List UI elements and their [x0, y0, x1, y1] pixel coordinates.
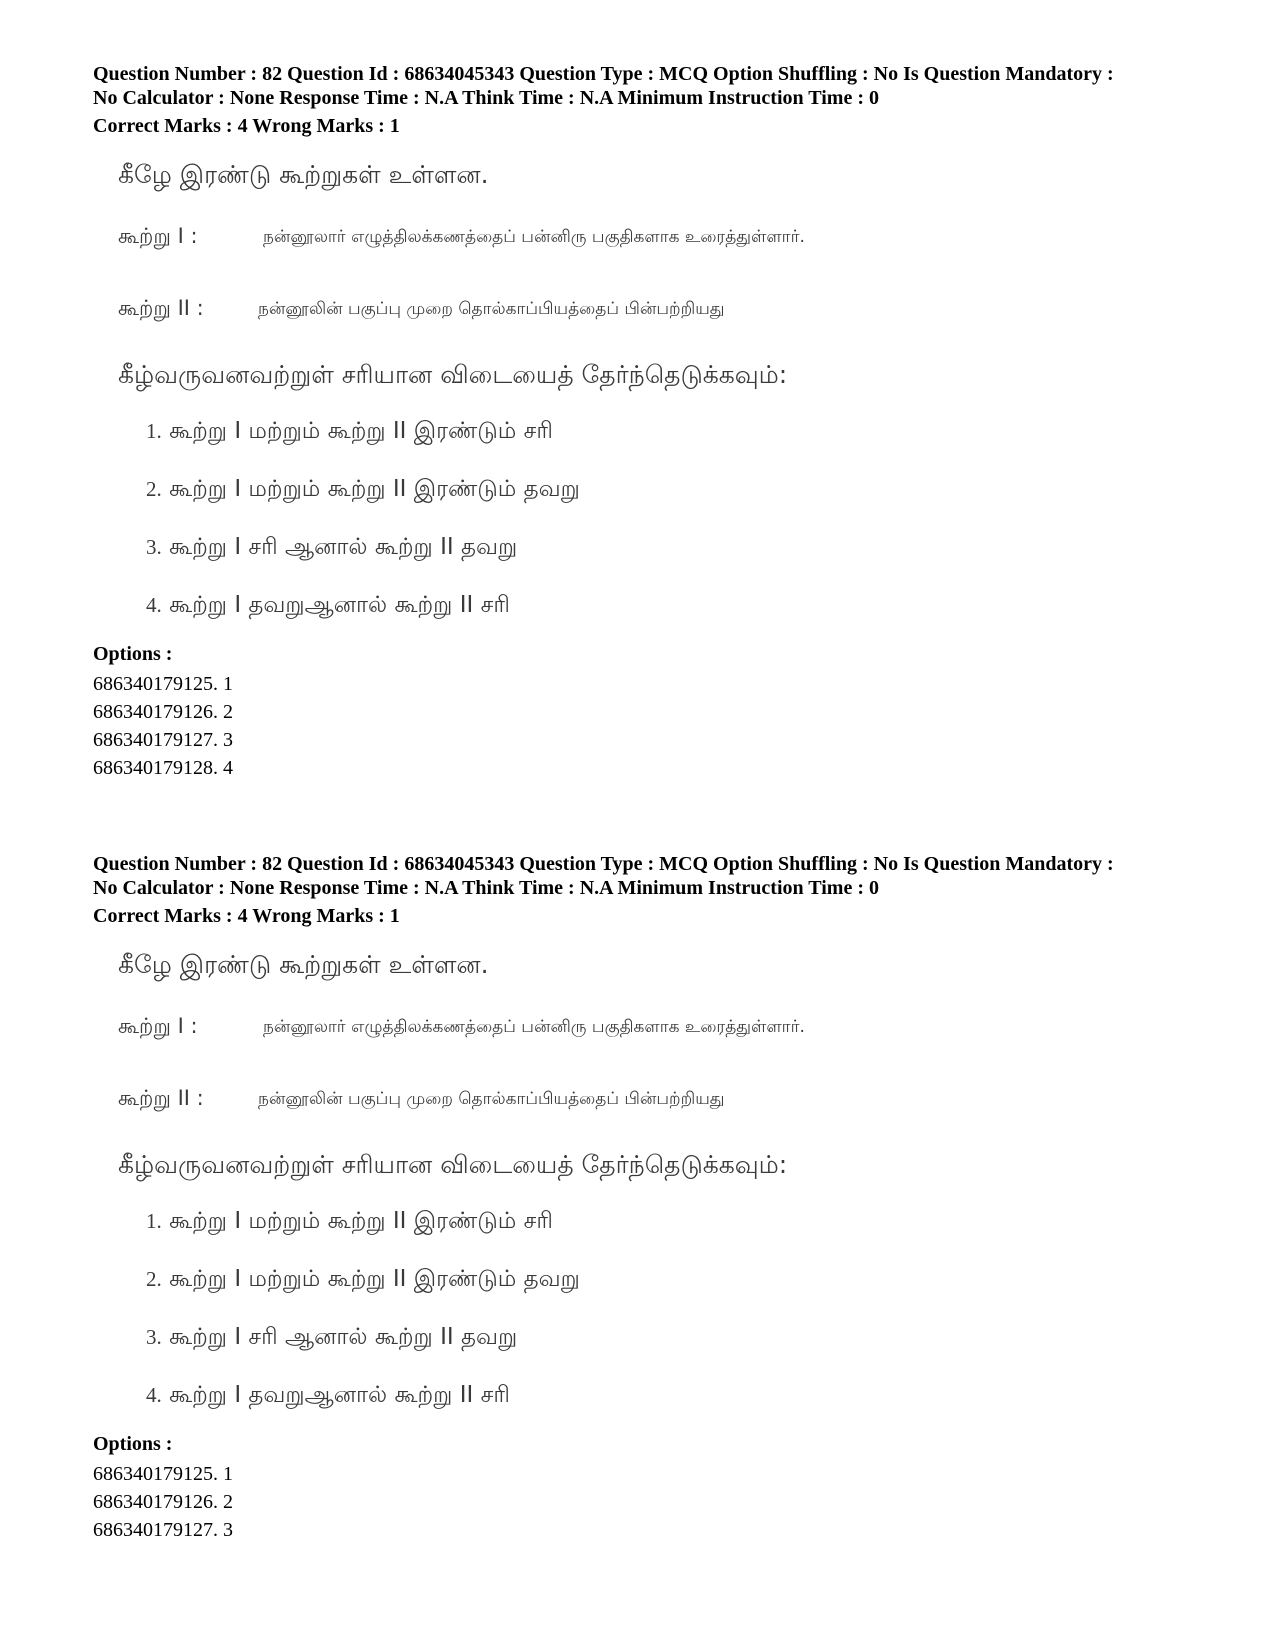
- choice-number: 4.: [146, 1383, 162, 1407]
- choice-text: கூற்று I தவறுஆனால் கூற்று II சரி: [169, 1382, 510, 1408]
- question-marks: Correct Marks : 4 Wrong Marks : 1: [93, 905, 400, 927]
- choice-item: [146, 1324, 517, 1353]
- question-content: [118, 160, 938, 640]
- choice-text: கூற்று I மற்றும் கூற்று II இரண்டும் சரி: [169, 418, 553, 444]
- choice-number: 4.: [146, 593, 162, 617]
- choice-item: [146, 1208, 553, 1237]
- question-block-1: [0, 62, 1275, 852]
- statement-2: [118, 296, 725, 323]
- choice-item: [146, 592, 510, 621]
- question-meta-line-2: No Calculator : None Response Time : N.A Think Time : N.A Minimum Instruction Time : 0: [93, 87, 879, 109]
- statement-2-label: கூற்று II :: [118, 296, 204, 320]
- question-instruction: கீழ்வருவனவற்றுள் சரியான விடையைத் தேர்ந்தெடுக்கவும்:: [118, 1150, 788, 1179]
- choice-number: 2.: [146, 1267, 162, 1291]
- question-marks: Correct Marks : 4 Wrong Marks : 1: [93, 115, 400, 137]
- option-item: 686340179125. 1: [93, 673, 233, 695]
- choice-text: கூற்று I மற்றும் கூற்று II இரண்டும் தவறு: [169, 476, 580, 502]
- statement-1-text: நன்னூலார் எழுத்திலக்கணத்தைப் பன்னிரு பகுதிகளாக உரைத்துள்ளார்.: [263, 1016, 805, 1037]
- option-item: 686340179127. 3: [93, 729, 233, 751]
- statement-1-label: கூற்று I :: [118, 224, 198, 248]
- statement-2-label: கூற்று II :: [118, 1086, 204, 1110]
- statement-1-text: நன்னூலார் எழுத்திலக்கணத்தைப் பன்னிரு பகுதிகளாக உரைத்துள்ளார்.: [263, 226, 805, 247]
- choice-number: 2.: [146, 477, 162, 501]
- statement-2: [118, 1086, 725, 1113]
- choice-text: கூற்று I தவறுஆனால் கூற்று II சரி: [169, 592, 510, 618]
- statement-1: [118, 224, 805, 251]
- choice-text: கூற்று I மற்றும் கூற்று II இரண்டும் சரி: [169, 1208, 553, 1234]
- question-content: [118, 950, 938, 1430]
- choice-number: 3.: [146, 535, 162, 559]
- question-block-2: [0, 852, 1275, 1642]
- options-list: [93, 670, 233, 782]
- options-label: Options :: [93, 1433, 173, 1455]
- question-meta-line-2: No Calculator : None Response Time : N.A Think Time : N.A Minimum Instruction Time : 0: [93, 877, 879, 899]
- statement-2-text: நன்னூலின் பகுப்பு முறை தொல்காப்பியத்தைப் பின்பற்றியது: [258, 1088, 725, 1109]
- choice-text: கூற்று I சரி ஆனால் கூற்று II தவறு: [169, 1324, 518, 1350]
- choice-item: [146, 1382, 510, 1411]
- statement-2-text: நன்னூலின் பகுப்பு முறை தொல்காப்பியத்தைப் பின்பற்றியது: [258, 298, 725, 319]
- choice-item: [146, 1266, 580, 1295]
- question-intro: கீழே இரண்டு கூற்றுகள் உள்ளன.: [118, 160, 489, 189]
- question-meta-line-1: Question Number : 82 Question Id : 68634045343 Question Type : MCQ Option Shuffling : No Is Question Mandatory :: [93, 63, 1114, 85]
- choice-item: [146, 534, 517, 563]
- question-instruction: கீழ்வருவனவற்றுள் சரியான விடையைத் தேர்ந்தெடுக்கவும்:: [118, 360, 788, 389]
- option-item: 686340179127. 3: [93, 1519, 233, 1541]
- options-label: Options :: [93, 643, 173, 665]
- statement-1: [118, 1014, 805, 1041]
- choice-number: 1.: [146, 419, 162, 443]
- choice-text: கூற்று I சரி ஆனால் கூற்று II தவறு: [169, 534, 518, 560]
- choice-number: 1.: [146, 1209, 162, 1233]
- choice-item: [146, 476, 580, 505]
- question-intro: கீழே இரண்டு கூற்றுகள் உள்ளன.: [118, 950, 489, 979]
- question-meta-line-1: Question Number : 82 Question Id : 68634045343 Question Type : MCQ Option Shuffling : No Is Question Mandatory :: [93, 853, 1114, 875]
- option-item: 686340179126. 2: [93, 1491, 233, 1513]
- statement-1-label: கூற்று I :: [118, 1014, 198, 1038]
- choice-number: 3.: [146, 1325, 162, 1349]
- choice-item: [146, 418, 553, 447]
- options-list: [93, 1460, 233, 1544]
- option-item: 686340179126. 2: [93, 701, 233, 723]
- option-item: 686340179128. 4: [93, 757, 233, 779]
- choice-text: கூற்று I மற்றும் கூற்று II இரண்டும் தவறு: [169, 1266, 580, 1292]
- option-item: 686340179125. 1: [93, 1463, 233, 1485]
